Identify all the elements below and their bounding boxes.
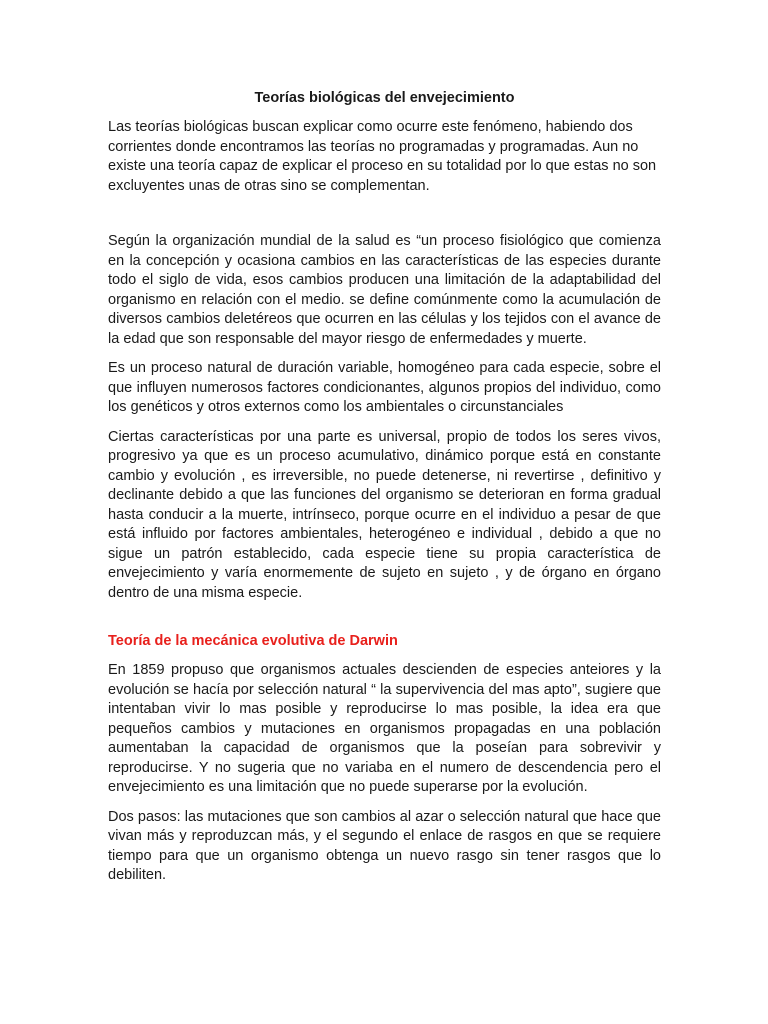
paragraph-darwin-two-steps: Dos pasos: las mutaciones que son cambios al azar o selección natural que hace que vivan más y reproduzcan más, y el segundo el enlace de rasgos en que se requiere tiempo para que un organismo obtenga un nuevo rasgo sin tener rasgos que lo debiliten. xyxy=(108,808,661,883)
document-title: Teorías biológicas del envejecimiento xyxy=(254,90,515,106)
paragraph-darwin-1859: En 1859 propuso que organismos actuales descienden de especies anteiores y la evolución se hacía por selección natural “ la supervivencia del mas apto”, sugiere que intentaban vivir lo mas posible y reproducirse lo mas posible, la idea era que pequeños cambios y mutaciones en organismos propagadas en una población aumentaban la capacidad de organismos que la poseían para sobrevivir y reproducirse. Y no sugeria que no variaba en el numero de descendencia pero el envejecimiento es una limitación que no puede superarse por la evolución. xyxy=(108,662,661,795)
paragraph-characteristics: Ciertas características por una parte es universal, propio de todos los seres vivos, progresivo ya que es un proceso acumulativo, dinámico porque está en constante cambio y evolución , es irreversible, no puede detenerse, ni revertirse , definitivo y declinante debido a que las funciones del organismo se deterioran en forma gradual hasta conducir a la muerte, intrínseco, porque ocurre en el individuo a pesar de que está influido por factores ambientales, heterogéneo e individual , debido a que no sigue un patrón establecido, cada especie tiene su propia característica de envejecimiento y varía enormemente de sujeto en sujeto , y de órgano en órgano dentro de una misma especie. xyxy=(108,428,661,601)
paragraph-oms-definition: Según la organización mundial de la salud es “un proceso fisiológico que comienza en la concepción y ocasiona cambios en las características de las especies durante todo el siglo de vida, esos cambios producen una limitación de la adaptabilidad del organismo en relación con el medio. se define comúnmente como la acumulación de diversos cambios deletéreos que ocurren en las células y los tejidos con el avance de la edad que son responsable del mayor riesgo de enfermedades y muerte. xyxy=(108,233,661,347)
paragraph-intro: Las teorías biológicas buscan explicar como ocurre este fenómeno, habiendo dos corrientes donde encontramos las teorías no programadas y programadas. Aun no existe una teoría capaz de explicar el proceso en su totalidad por lo que estas no son excluyentes unas de otras sino se complementan. xyxy=(108,119,657,194)
section-heading-darwin: Teoría de la mecánica evolutiva de Darwin xyxy=(108,633,398,649)
document-page xyxy=(108,88,661,896)
paragraph-natural-process: Es un proceso natural de duración variable, homogéneo para cada especie, sobre el que influyen numerosos factores condicionantes, algunos propios del individuo, como los genéticos y otros externos como los ambientales o circunstanciales xyxy=(108,360,661,415)
